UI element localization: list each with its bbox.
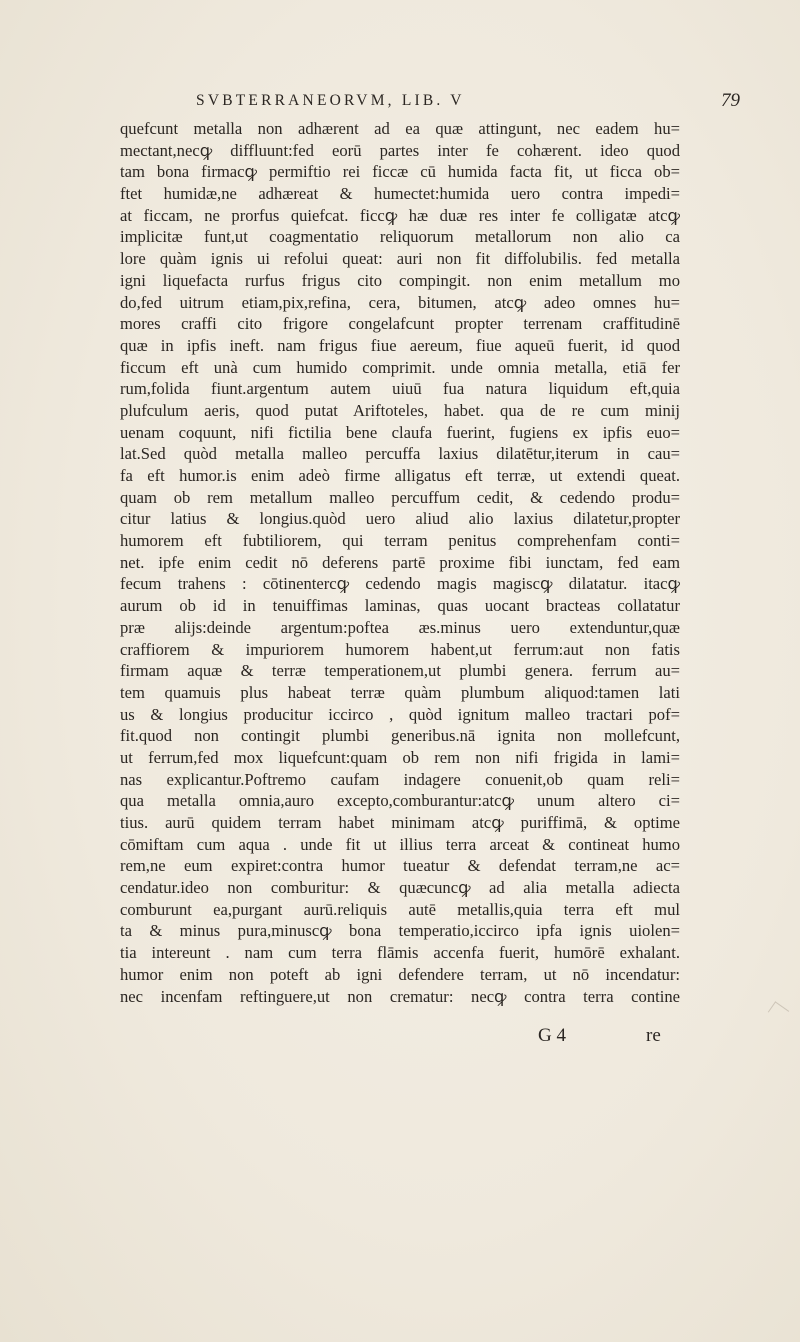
running-title: SVBTERRANEORVM, LIB. V [196,92,465,109]
text-line: citur latius & longius.quòd uero aliud alio laxius dilatetur,propter [120,509,680,529]
catchword: re [646,1025,661,1046]
text-line: at ficcam, ne prorfus quiefcat. ficcꝙ hæ duæ res inter fe colligatæ atcꝙ [120,205,680,225]
text-line: præ alijs:deinde argentum:poftea æs.minus uero extenduntur,quæ [120,617,680,637]
page-number: 79 [721,90,740,111]
text-line: mores craffi cito frigore congelafcunt propter terrenam craffitudinē [120,314,680,334]
page-footer [538,1025,718,1051]
text-line: plufculum aeris, quod putat Ariftoteles, habet. qua de re cum minij [120,400,680,420]
text-line: fit.quod non contingit plumbi generibus.nā ignita non mollefcunt, [120,726,680,746]
text-line: cendatur.ideo non comburitur: & quæcuncꝙ ad alia metalla adiecta [120,878,680,898]
text-line: lat.Sed quòd metalla malleo percuffa laxius dilatētur,iterum in cau= [120,444,680,464]
text-line: cōmiftam cum aqua . unde fit ut illius terra arceat & contineat humo [120,834,680,854]
text-line: craffiorem & impuriorem humorem habent,ut ferrum:aut non fatis [120,639,680,659]
body-text [120,118,680,1007]
text-line: tia intereunt . nam cum terra flāmis accenfa fuerit, humōrē exhalant. [120,943,680,963]
text-line: lore quàm ignis ui refolui queat: auri non fit diffolubilis. fed metalla [120,249,680,269]
text-line: rem,ne eum expiret:contra humor tueatur & defendat terram,ne ac= [120,856,680,876]
text-line: quæ in ipfis ineft. nam frigus fiue aereum, fiue aqueū fuerit, id quod [120,335,680,355]
signature-mark: G 4 [538,1025,566,1046]
text-line: igni liquefacta rurfus frigus cito compingit. non enim metallum mo [120,270,680,290]
text-line: us & longius producitur iccirco , quòd ignitum malleo tractari pof= [120,704,680,724]
text-line: do,fed uitrum etiam,pix,refina, cera, bitumen, atcꝙ adeo omnes hu= [120,292,680,312]
text-line: fecum trahens : cōtinentercꝙ cedendo magis magiscꝙ dilatatur. itacꝙ [120,574,680,594]
text-line: quam ob rem metallum malleo percuffum cedit, & cedendo produ= [120,487,680,507]
text-line: uenam coquunt, nifi fictilia bene claufa fuerint, fugiens ex ipfis euo= [120,422,680,442]
text-line: ftet humidæ,ne adhæreat & humectet:humida uero contra impedi= [120,184,680,204]
text-line: ficcum eft unà cum humido comprimit. unde omnia metalla, etiā fer [120,357,680,377]
text-line: humorem eft fubtiliorem, qui terram penitus comprehenfam conti= [120,531,680,551]
text-line: net. ipfe enim cedit nō deferens partē proxime fibi iunctam, fed eam [120,552,680,572]
text-line: tem quamuis plus habeat terræ quàm plumbum aliquod:tamen lati [120,682,680,702]
text-line: aurum ob id in tenuiffimas laminas, quas uocant bracteas collatatur [120,596,680,616]
text-line: tius. aurū quidem terram habet minimam atcꝙ puriffimā, & optime [120,813,680,832]
text-line: comburunt ea,purgant aurū.reliquis autē metallis,quia terra eft mul [120,899,680,919]
text-line: firmam aquæ & terræ temperationem,ut plumbi genera. ferrum au= [120,661,680,681]
text-line: ta & minus pura,minuscꝙ bona temperatio,iccirco ipfa ignis uiolen= [120,921,680,941]
text-line: ut ferrum,fed mox liquefcunt:quam ob rem non nifi frigida in lami= [120,747,680,767]
text-line: quefcunt metalla non adhærent ad ea quæ attingunt, nec eadem hu= [120,119,680,138]
text-line: nas explicantur.Poftremo caufam indagere conuenit,ob quam reli= [120,769,680,789]
text-line: rum,folida fiunt.argentum autem uiuū fua natura liquidum eft,quia [120,379,680,399]
text-line: humor enim non poteft ab igni defendere terram, ut nō incendatur: [120,964,680,984]
page-header [196,92,756,116]
text-line: qua metalla omnia,auro excepto,comburantur:atcꝙ unum altero ci= [120,791,680,811]
text-line: nec incenfam reftinguere,ut non crematur: necꝙ contra terra contine [120,986,680,1006]
text-line: implicitæ funt,ut coagmentatio reliquorum metallorum non alio ca [120,227,680,247]
text-line: tam bona firmacꝙ permiftio rei ficcæ cū humida facta fit, ut ficca ob= [120,162,680,182]
margin-pencil-mark [768,1001,789,1021]
text-line: mectant,necꝙ diffluunt:fed eorū partes inter fe cohærent. ideo quod [120,140,680,160]
text-line: fa eft humor.is enim adeò firme alligatus eft terræ, ut extendi queat. [120,466,680,485]
